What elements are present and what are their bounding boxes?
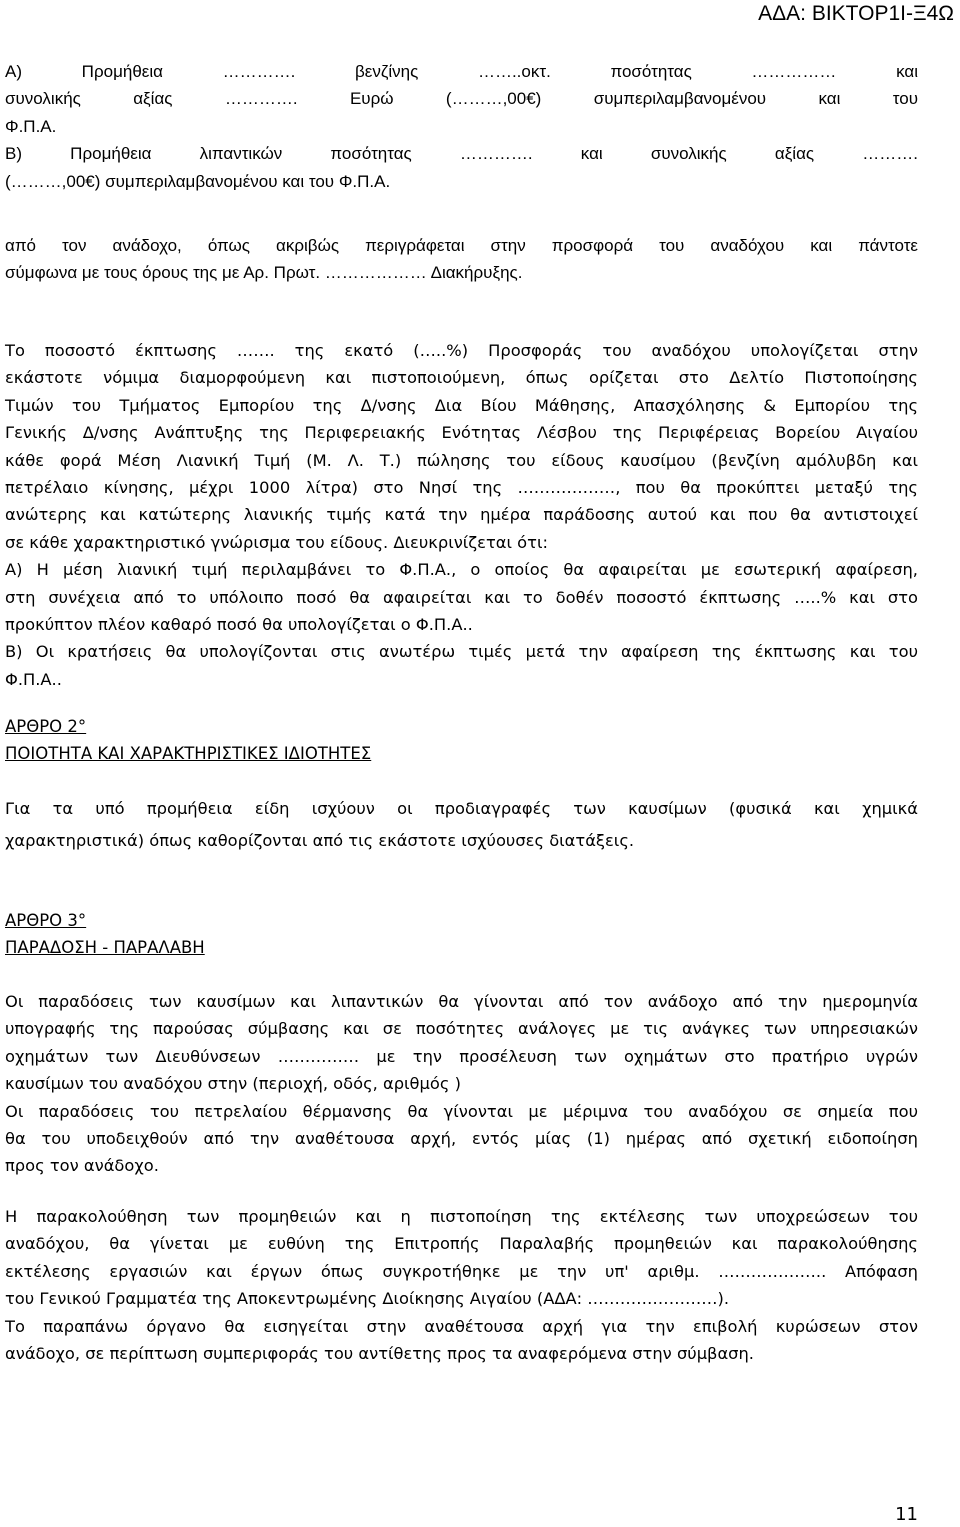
text-line: Το ποσοστό έκπτωσης ……. της εκατό (…..%) Προσφοράς του αναδόχου υπολογίζεται στην — [5, 341, 918, 360]
text-line: πετρέλαιο κίνησης, μέχρι 1000 λίτρα) στο Νησί της ………………, που θα προκύπτει μεταξύ της — [5, 478, 918, 498]
text-line: Φ.Π.Α.. — [5, 669, 62, 689]
text-line: σύμφωνα με τους όρους της με Αρ. Πρωτ. ……………… Διακήρυξης. — [5, 263, 523, 283]
text-line: Φ.Π.Α. — [5, 116, 57, 136]
text-line: Β) Οι κρατήσεις θα υπολογίζονται στις ανωτέρω τιμές μετά την αφαίρεση της έκπτωσης και του — [5, 642, 918, 662]
text-line: ανώτερης και κατώτερης λιανικής τιμής κατά την ημέρα παράδοσης αυτού και που θα αντιστοιχεί — [5, 505, 918, 525]
delivery-paragraph — [5, 988, 918, 1180]
page-number: 11 — [895, 1504, 918, 1525]
text-line: προκύπτον πλέον καθαρό ποσό θα υπολογίζεται ο Φ.Π.Α.. — [5, 615, 473, 635]
text-line: Για τα υπό προμήθεια είδη ισχύουν οι προδιαγραφές των καυσίμων (φυσικά και χημικά — [5, 799, 918, 818]
ada-header: ΑΔΑ: ΒΙΚΤΟΡ1Ι-Ξ4Ω — [758, 2, 954, 25]
text-line: στη συνέχεια από το υπόλοιπο ποσό θα αφαιρείται και το δοθέν ποσοστό έκπτωσης …..% και στο — [5, 587, 918, 607]
text-line: οχημάτων των Διευθύνσεων …………… με την προσέλευση των οχημάτων στο πρατήριο υγρών — [5, 1046, 918, 1066]
text-line: προς τον ανάδοχο. — [5, 1156, 159, 1176]
text-line: εκάστοτε νόμιμα διαμορφούμενη και πιστοποιούμενη, όπως ορίζεται στο Δελτίο Πιστοποίησης — [5, 368, 918, 388]
text-line: εκτέλεσης εργασιών και έργων όπως συγκροτήθηκε με την υπ' αριθμ. ……………….. Απόφαση — [5, 1261, 918, 1281]
discount-paragraph — [5, 337, 918, 693]
text-line: σε κάθε χαρακτηριστικό γνώρισμα του είδους. Διευκρινίζεται ότι: — [5, 532, 548, 552]
text-line: του Γενικού Γραμματέα της Αποκεντρωμένης Διοίκησης Αιγαίου (ΑΔΑ: ……………………). — [5, 1289, 730, 1309]
text-line: θα του υποδειχθούν από την αναθέτουσα αρχή, εντός μίας (1) ημέρας από σχετική ειδοποίηση — [5, 1129, 918, 1149]
text-line: χαρακτηριστικά) όπως καθορίζονται από τις εκάστοτε ισχύουσες διατάξεις. — [5, 831, 635, 850]
text-line: καυσίμων του αναδόχου στην (περιοχή, οδός, αριθμός ) — [5, 1074, 461, 1094]
text-line: κάθε φορά Μέση Λιανική Τιμή (Μ. Λ. Τ.) πώλησης του είδους καυσίμου (βενζίνη αμόλυβδη και — [5, 450, 918, 470]
text-line: Τιμών του Τμήματος Εμπορίου της Δ/νσης Δια Βίου Μάθησης, Απασχόλησης & Εμπορίου της — [5, 395, 918, 415]
article-2-paragraph — [5, 793, 918, 857]
text-line: Α) Προμήθεια …………. βενζίνης ……..οκτ. ποσότητας …………… και — [5, 62, 918, 81]
article-3-title: ΑΡΘΡΟ 3° — [5, 911, 87, 930]
article-2-title: ΑΡΘΡΟ 2° — [5, 717, 87, 736]
text-line: Β) Προμήθεια λιπαντικών ποσότητας …………. και συνολικής αξίας ………. — [5, 144, 918, 164]
text-line: ανάδοχο, σε περίπτωση συμπεριφοράς του αντίθετης προς τα αναφερόμενα στην σύμβαση. — [5, 1344, 754, 1364]
text-line: υπογραφής της παρούσας σύμβασης και σε ποσότητες ανάλογες με τις ανάγκες των υπηρεσιακών — [5, 1019, 918, 1039]
text-line: συνολικής αξίας …………. Ευρώ (………,00€) συμπεριλαμβανομένου και του — [5, 89, 918, 109]
text-line: Οι παραδόσεις του πετρελαίου θέρμανσης θα γίνονται με μέριμνα του αναδόχου σε σημεία που — [5, 1101, 918, 1121]
text-line: αναδόχου, θα γίνεται με ευθύνη της Επιτροπής Παραλαβής προμηθειών και παρακολούθησης — [5, 1234, 918, 1254]
text-line: Η παρακολούθηση των προμηθειών και η πιστοποίηση της εκτέλεσης των υποχρεώσεων του — [5, 1207, 918, 1226]
monitoring-paragraph — [5, 1203, 918, 1367]
text-line: Το παραπάνω όργανο θα εισηγείται στην αναθέτουσα αρχή για την επιβολή κυρώσεων στον — [5, 1316, 918, 1336]
text-line: Οι παραδόσεις των καυσίμων και λιπαντικών θα γίνονται από τον ανάδοχο από την ημερομηνία — [5, 992, 918, 1011]
article-3-subtitle: ΠΑΡΑΔΟΣΗ - ΠΑΡΑΛΑΒΗ — [5, 938, 205, 957]
text-line: (………,00€) συμπεριλαμβανομένου και του Φ.Π.Α. — [5, 171, 391, 191]
text-line: Γενικής Δ/νσης Ανάπτυξης της Περιφερειακής Ενότητας Λέσβου της Περιφέρειας Βορείου Αιγαίου — [5, 423, 918, 443]
text-line: Α) Η μέση λιανική τιμή περιλαμβάνει το Φ.Π.Α., ο οποίος θα αφαιρείται με εσωτερική αφαίρεση, — [5, 560, 918, 580]
contractor-paragraph — [5, 232, 918, 287]
text-line: από τον ανάδοχο, όπως ακριβώς περιγράφεται στην προσφορά του αναδόχου και πάντοτε — [5, 236, 918, 255]
article-2-subtitle: ΠΟΙΟΤΗΤΑ ΚΑΙ ΧΑΡΑΚΤΗΡΙΣΤΙΚΕΣ ΙΔΙΟΤΗΤΕΣ — [5, 744, 372, 763]
supply-items-paragraph — [5, 58, 918, 195]
